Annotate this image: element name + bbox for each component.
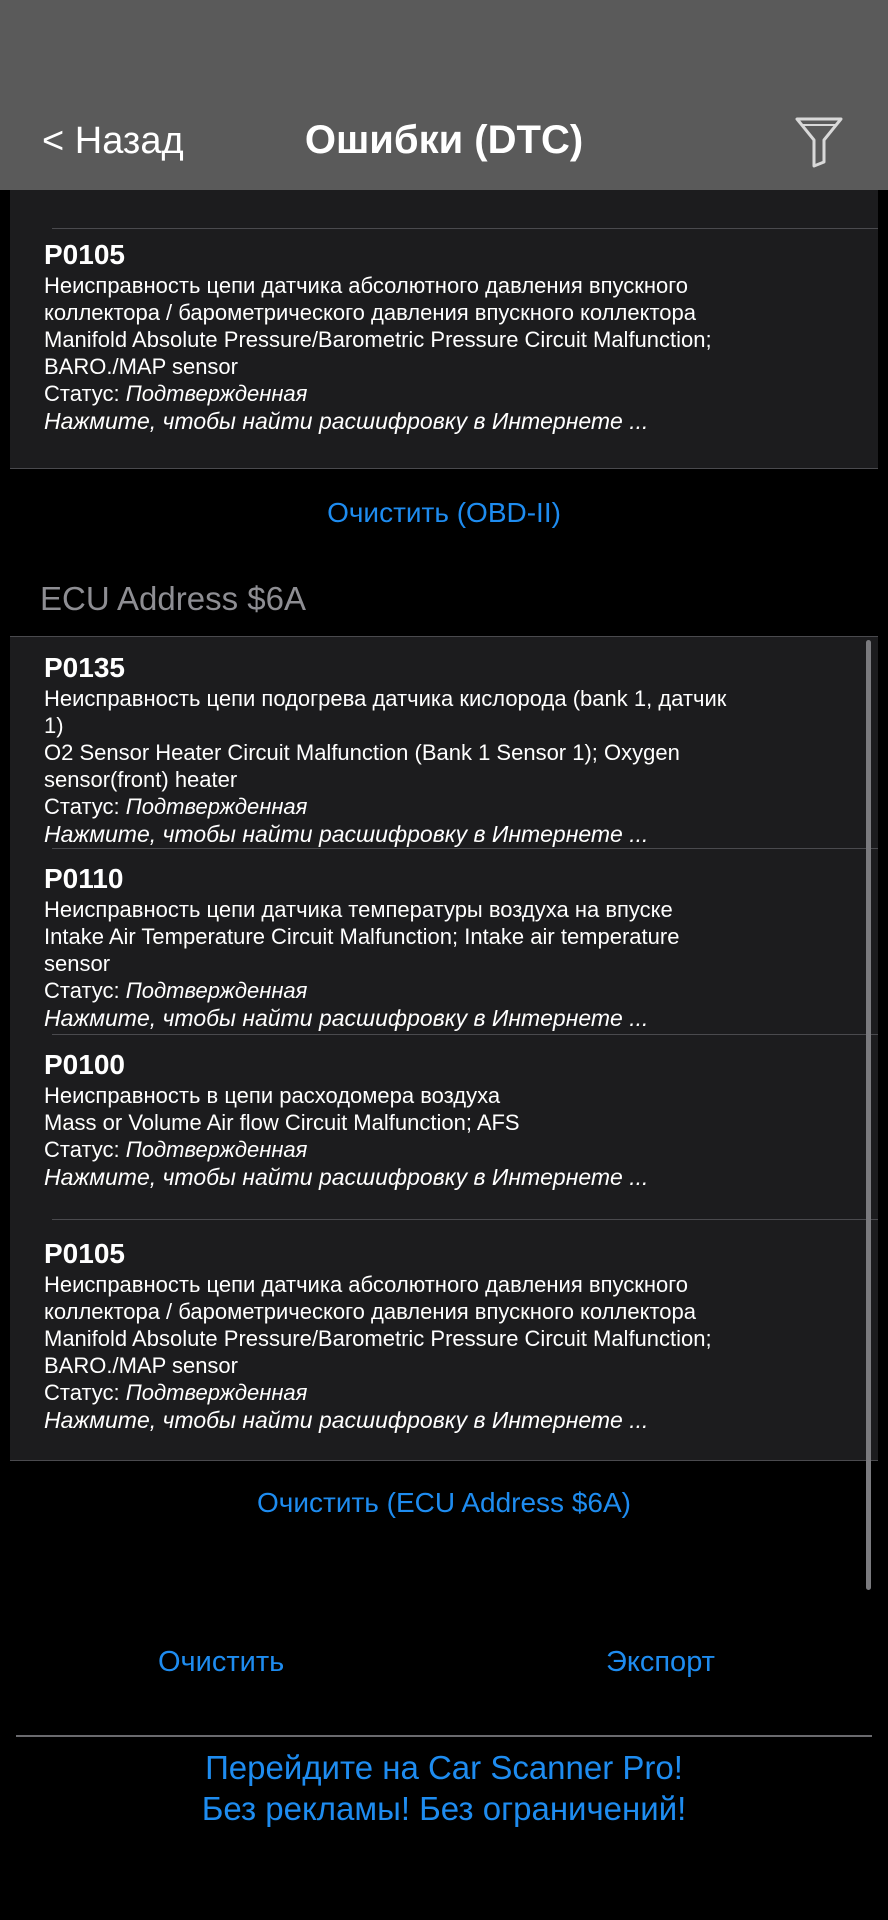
dtc-row[interactable]	[10, 1219, 878, 1477]
export-button[interactable]: Экспорт	[606, 1646, 715, 1678]
page-title: Ошибки (DTC)	[304, 118, 584, 162]
dtc-description: O2 Sensor Heater Circuit Malfunction (Bank 1 Sensor 1); Oxygen	[44, 740, 680, 765]
dtc-status: Статус: Подтвержденная	[44, 1380, 308, 1405]
dtc-code: P0110	[44, 863, 124, 894]
dtc-code: P0105	[44, 1238, 125, 1269]
dtc-code: P0105	[44, 239, 125, 270]
dtc-description: 1)	[44, 713, 64, 738]
clear-button[interactable]: Очистить	[158, 1646, 285, 1678]
section-header-ecu-6a: ECU Address $6A	[40, 580, 306, 617]
search-online-hint[interactable]: Нажмите, чтобы найти расшифровку в Интернете ...	[44, 1164, 649, 1190]
dtc-description: Неисправность цепи датчика абсолютного давления впускного	[44, 1272, 689, 1297]
promo-line-1: Перейдите на Car Scanner Pro!	[205, 1749, 683, 1786]
dtc-code: P0100	[44, 1049, 125, 1080]
dtc-description: Неисправность цепи датчика абсолютного давления впускного	[44, 273, 689, 298]
search-online-hint[interactable]: Нажмите, чтобы найти расшифровку в Интернете ...	[44, 1407, 649, 1433]
dtc-status: Статус: Подтвержденная	[44, 1137, 308, 1162]
dtc-group-ecu-6a	[10, 636, 878, 1461]
dtc-description: Mass or Volume Air flow Circuit Malfunction; AFS	[44, 1110, 520, 1135]
scrollbar[interactable]	[866, 640, 871, 1590]
dtc-code: P0135	[44, 652, 125, 683]
dtc-description: sensor	[44, 951, 111, 976]
divider	[16, 1735, 872, 1737]
dtc-status: Статус: Подтвержденная	[44, 794, 308, 819]
dtc-status: Статус: Подтвержденная	[44, 978, 308, 1003]
dtc-description: sensor(front) heater	[44, 767, 238, 792]
clear-obd2-button[interactable]: Очистить (OBD-II)	[327, 497, 561, 528]
promo-line-2: Без рекламы! Без ограничений!	[201, 1790, 687, 1827]
dtc-row[interactable]	[10, 1034, 878, 1231]
search-online-hint[interactable]: Нажмите, чтобы найти расшифровку в Интернете ...	[44, 821, 649, 847]
dtc-description: Intake Air Temperature Circuit Malfunction; Intake air temperature	[44, 924, 680, 949]
dtc-description: Неисправность цепи подогрева датчика кислорода (bank 1, датчик	[44, 686, 727, 711]
dtc-description: коллектора / барометрического давления впускного коллектора	[44, 300, 696, 325]
search-online-hint[interactable]: Нажмите, чтобы найти расшифровку в Интернете ...	[44, 1005, 649, 1031]
clear-ecu-6a-button[interactable]: Очистить (ECU Address $6A)	[257, 1487, 631, 1518]
dtc-description: Неисправность цепи датчика температуры воздуха на впуске	[44, 897, 673, 922]
dtc-status: Статус: Подтвержденная	[44, 381, 308, 406]
dtc-description: BARO./MAP sensor	[44, 354, 238, 379]
filter-icon[interactable]	[794, 116, 844, 168]
dtc-row[interactable]	[10, 651, 878, 851]
dtc-description: Manifold Absolute Pressure/Barometric Pressure Circuit Malfunction;	[44, 327, 712, 352]
back-button[interactable]: < Назад	[42, 120, 184, 162]
dtc-description: коллектора / барометрического давления впускного коллектора	[44, 1299, 696, 1324]
dtc-group-obd2	[10, 190, 878, 469]
dtc-description: Неисправность в цепи расходомера воздуха	[44, 1083, 501, 1108]
search-online-hint[interactable]: Нажмите, чтобы найти расшифровку в Интернете ...	[44, 408, 649, 434]
pro-upgrade-banner[interactable]	[0, 1747, 888, 1829]
navigation-bar	[0, 0, 888, 190]
dtc-row[interactable]	[10, 848, 878, 1048]
dtc-description: Manifold Absolute Pressure/Barometric Pressure Circuit Malfunction;	[44, 1326, 712, 1351]
dtc-row[interactable]	[10, 228, 878, 436]
dtc-description: BARO./MAP sensor	[44, 1353, 238, 1378]
